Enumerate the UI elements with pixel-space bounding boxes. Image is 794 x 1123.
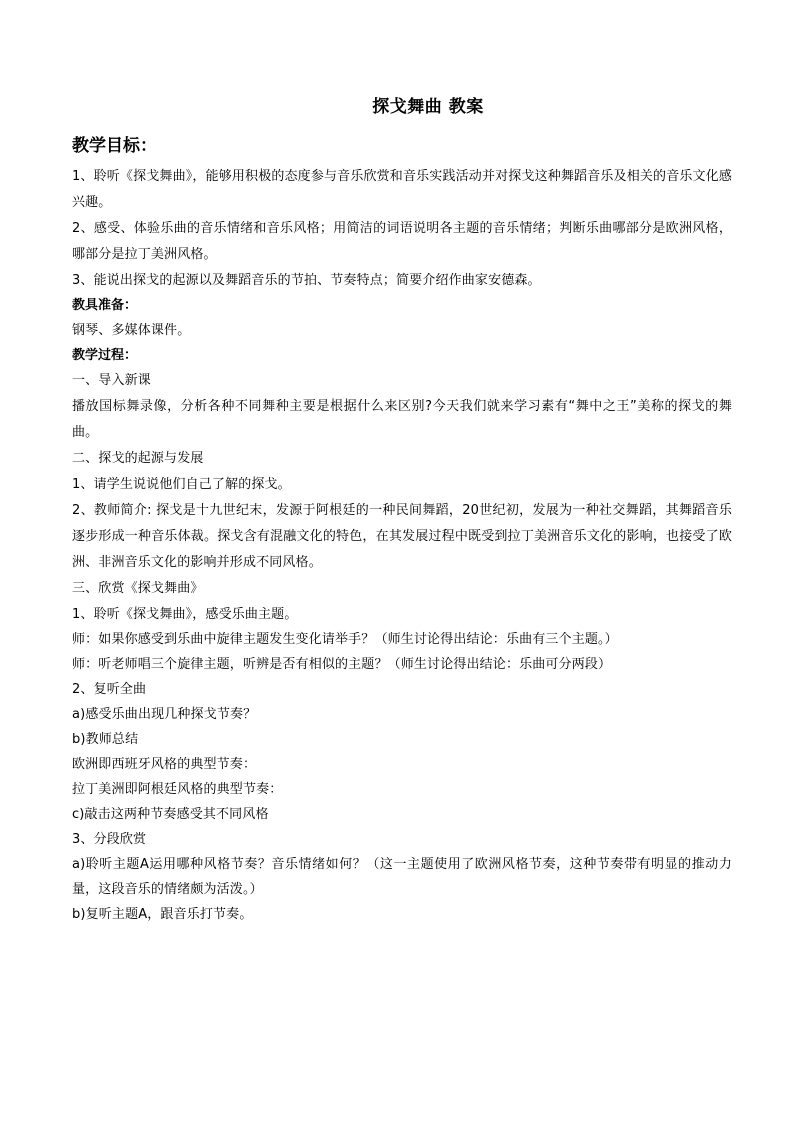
document-body — [72, 96, 732, 927]
objectives-heading: 教学目标： — [72, 136, 157, 156]
objective-item: 3、能说出探戈的起源以及舞蹈音乐的节拍、节奏特点；简要介绍作曲家安德森。 — [72, 273, 541, 288]
section-line: 拉丁美洲即阿根廷风格的典型节奏： — [72, 782, 283, 797]
section-line: 3、分段欣赏 — [72, 832, 147, 847]
objective-item: 2、感受、体验乐曲的音乐情绪和音乐风格；用简洁的词语说明各主题的音乐情绪；判断乐曲哪部分是欧洲风格，哪部分是拉丁美洲风格。 — [72, 221, 732, 262]
section-line: 师：听老师唱三个旋律主题，听辨是否有相似的主题？（师生讨论得出结论：乐曲可分两段） — [72, 657, 612, 672]
section-paragraph: 2、教师简介: 探戈是十九世纪末，发源于阿根廷的一种民间舞蹈，20世纪初，发展为一种社交舞蹈，其舞蹈音乐逐步形成一种音乐体裁。探戈含有混融文化的特色，在其发展过程中既受到拉丁美洲音乐文化的影响，也接受了欧洲、非洲音乐文化的影响并形成不同风格。 — [72, 503, 732, 570]
section-line: 师：如果你感受到乐曲中旋律主题发生变化请举手？（师生讨论得出结论：乐曲有三个主题。） — [72, 632, 618, 647]
section-title: 一、导入新课 — [72, 373, 151, 388]
section-title: 三、欣赏《探戈舞曲》 — [72, 581, 204, 596]
section-line: c)敲击这两种节奏感受其不同风格 — [72, 807, 269, 822]
section-line: a)聆听主题A运用哪种风格节奏？音乐情绪如何？（这一主题使用了欧洲风格节奏，这种节奏带有明显的推动力量，这段音乐的情绪颇为活泼。） — [72, 857, 732, 897]
section-line: b)复听主题A，跟音乐打节奏。 — [72, 907, 253, 922]
section-title: 二、探戈的起源与发展 — [72, 451, 204, 466]
section-line: 1、聆听《探戈舞曲》，感受乐曲主题。 — [72, 607, 298, 622]
process-heading: 教学过程： — [72, 348, 138, 363]
section-line: b)教师总结 — [72, 732, 139, 747]
materials-text: 钢琴、多媒体课件。 — [72, 323, 191, 338]
section-paragraph: 1、请学生说说他们自己了解的探戈。 — [72, 477, 291, 492]
section-line: a)感受乐曲出现几种探戈节奏？ — [72, 707, 257, 722]
section-line: 2、复听全曲 — [72, 682, 147, 697]
section-paragraph: 播放国标舞录像，分析各种不同舞种主要是根据什么来区别?今天我们就来学习素有“舞中之王”美称的探戈的舞曲。 — [72, 399, 732, 440]
document-title: 探戈舞曲 教案 — [372, 97, 484, 117]
section-line: 欧洲即西班牙风格的典型节奏： — [72, 757, 257, 772]
materials-heading: 教具准备： — [72, 298, 138, 313]
objective-item: 1、聆听《探戈舞曲》，能够用积极的态度参与音乐欣赏和音乐实践活动并对探戈这种舞蹈音乐及相关的音乐文化感兴趣。 — [72, 169, 732, 210]
